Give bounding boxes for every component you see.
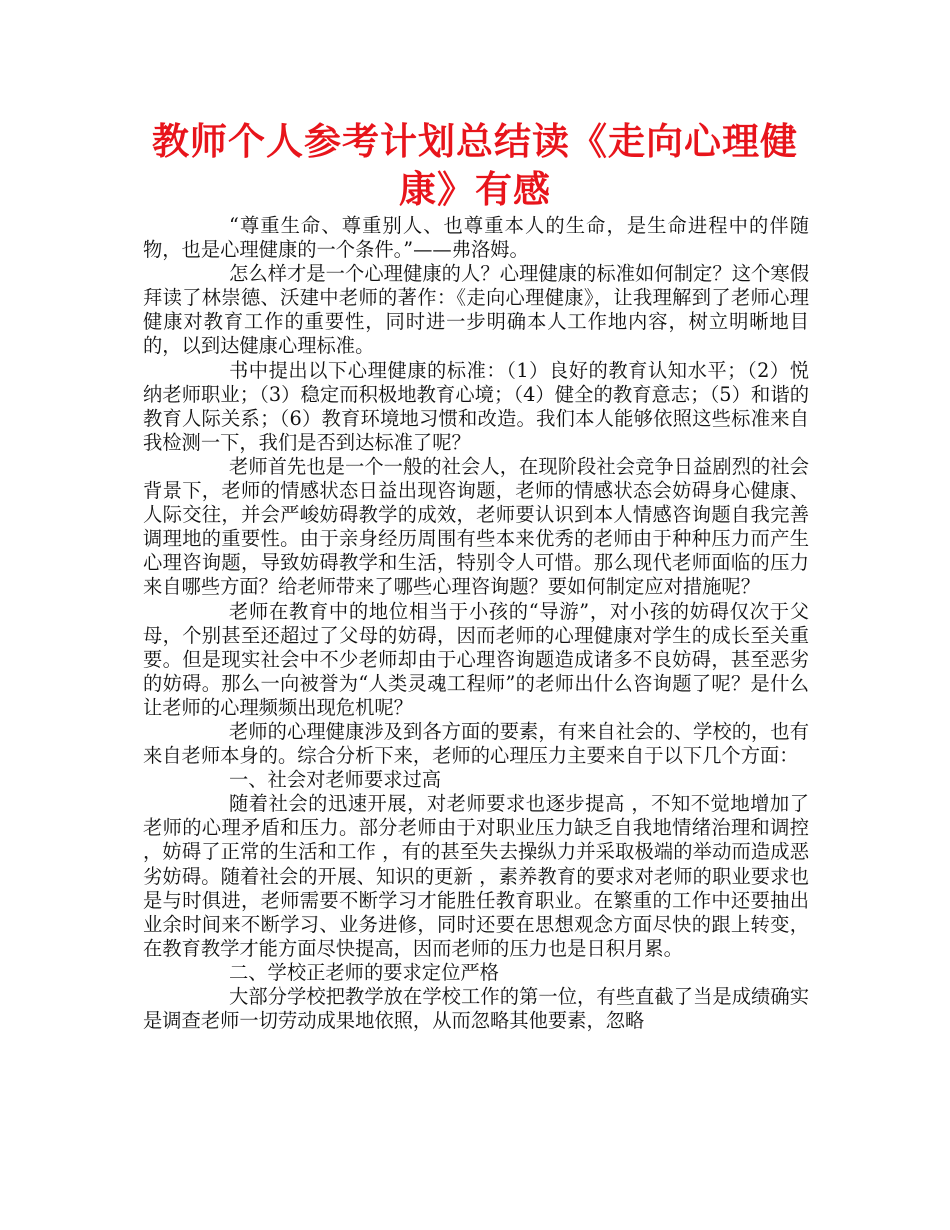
paragraph-quote: “尊重生命、尊重别人、也尊重本人的生命，是生命进程中的伴随物，也是心理健康的一个条件。”——弗洛姆。: [143, 214, 809, 262]
section-heading-society: 一、社会对老师要求过高: [229, 768, 442, 792]
paragraph-society: 随着社会的迅速开展，对老师要求也逐步提高 ，不知不觉地增加了老师的心理矛盾和压力。部分老师由于对职业压力缺乏自我地情绪治理和调控 ，妨碍了正常的生活和工作 ，有的甚至失去操纵力并采取极端的举动而造成恶劣妨碍。随着社会的开展、知识的更新 ，素养教育的要求对老师的职业要求也是与时俱进，老师需要不断学习才能胜任教育职业。在繁重的工作中还要抽出业余时间来不断学习、业务进修，同时还要在思想观念方面尽快的跟上转变，在教育教学才能方面尽快提高，因而老师的压力也是日积月累。: [143, 792, 809, 960]
paragraph-school: 大部分学校把教学放在学校工作的第一位，有些直截了当是成绩确实是调查老师一切劳动成果地依照，从而忽略其他要素，忽略: [143, 985, 809, 1033]
paragraph-guide: 老师在教育中的地位相当于小孩的“导游”，对小孩的妨碍仅次于父母，个别甚至还超过了父母的妨碍，因而老师的心理健康对学生的成长至关重要。但是现实社会中不少老师却由于心理咨询题造成诸多不良妨碍，甚至恶劣的妨碍。那么一向被誉为“人类灵魂工程师”的老师出什么咨询题了呢？是什么让老师的心理频频出现危机呢？: [143, 599, 809, 719]
section-heading-school: 二、学校正老师的要求定位严格: [229, 960, 499, 984]
document-body: [143, 214, 809, 1033]
paragraph-factors: 老师的心理健康涉及到各方面的要素，有来自社会的、学校的，也有来自老师本身的。综合分析下来，老师的心理压力主要来自于以下几个方面：: [143, 719, 809, 768]
paragraph-standards: 书中提出以下心理健康的标准：（1）良好的教育认知水平；（2）悦纳老师职业；（3）稳定而积极地教育心境；（4）健全的教育意志；（5）和谐的教育人际关系；（6）教育环境地习惯和改造。我们本人能够依照这些标准来自我检测一下，我们是否到达标准了呢？: [143, 358, 809, 454]
paragraph-intro: 怎么样才是一个心理健康的人？心理健康的标准如何制定？这个寒假拜读了林崇德、沃建中老师的著作：《走向心理健康》，让我理解到了老师心理健康对教育工作的重要性，同时进一步明确本人工作地内容，树立明晰地目的，以到达健康心理标准。: [143, 262, 809, 358]
document-title: 教师个人参考计划总结读《走向心理健康》有感: [152, 120, 798, 211]
paragraph-emotion: 老师首先也是一个一般的社会人，在现阶段社会竞争日益剧烈的社会背景下，老师的情感状态日益出现咨询题，老师的情感状态会妨碍身心健康、人际交往，并会严峻妨碍教学的成效，老师要认识到本人情感咨询题自我完善调理地的重要性。由于亲身经历周围有些本来优秀的老师由于种种压力而产生心理咨询题，导致妨碍教学和生活，特别令人可惜。那么现代老师面临的压力来自哪些方面？给老师带来了哪些心理咨询题？要如何制定应对措施呢？: [143, 454, 809, 599]
